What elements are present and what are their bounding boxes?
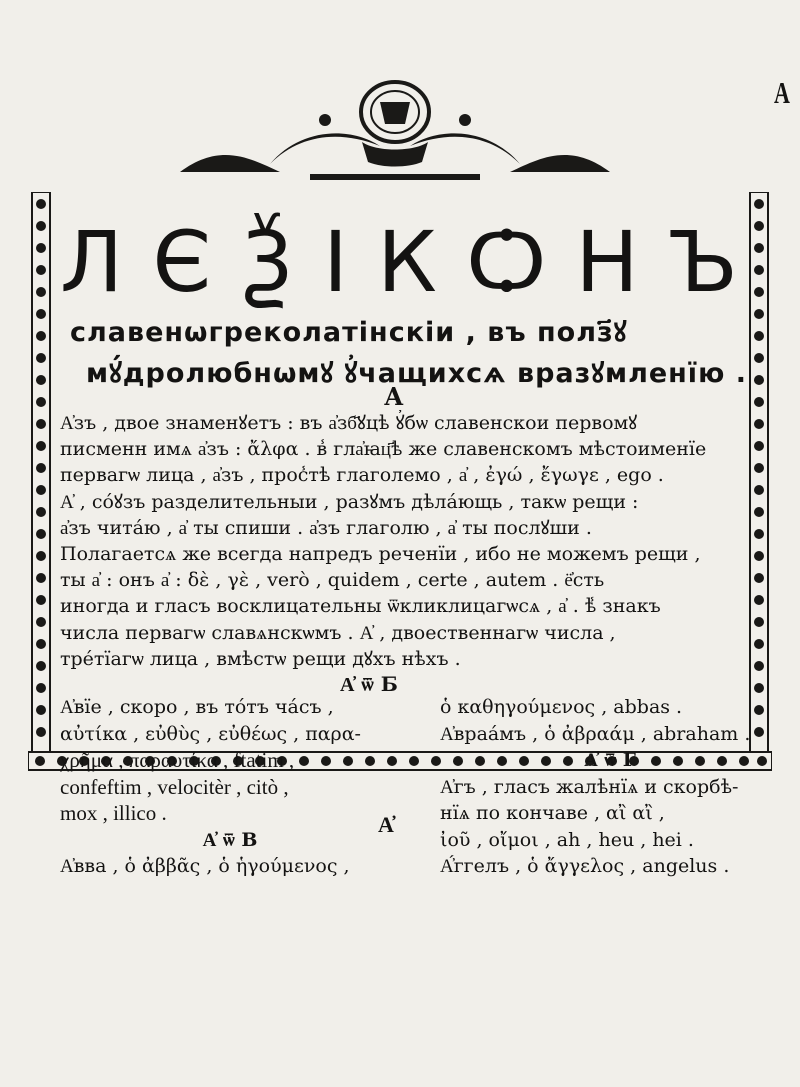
title-letter: Ѻ xyxy=(466,213,549,311)
text-line: χρῆμα , παραυτίκα , ftatim , xyxy=(60,748,295,772)
title-letter: Ъ xyxy=(668,213,740,311)
text-line: первагѡ лица , а҆зъ , прос̾тѣ глаголемо , а҆ , ἐγώ , ἔγωγε , ego . xyxy=(60,464,664,487)
text-line: ἰοῦ , οἴμοι , ah , heu , hei . xyxy=(440,828,694,851)
catchword: А҆ xyxy=(378,812,394,838)
text-line: mox , illico . xyxy=(60,801,167,825)
title-letter: Є xyxy=(152,213,214,311)
subtitle-line: славенѡгреколатінскіи , въ полз҃ꙋ xyxy=(70,317,628,348)
left-column xyxy=(60,694,400,880)
title-letter: К xyxy=(377,213,439,311)
text-line: тре́тїагѡ лица , вмѣстѡ рещи дꙋхъ нѣхъ . xyxy=(60,647,461,670)
title-letter: Л xyxy=(60,213,126,311)
text-line: А҆враа́мъ , ὁ ἀβραάμ , abraham . xyxy=(440,722,751,745)
right-column xyxy=(440,694,780,880)
text-line: иногда и гласъ восклицательны ѿкликлицагѡсѧ , а҆ . ѣ̾ знакъ xyxy=(60,595,661,618)
text-line: А҆гъ , гласъ жалѣнїѧ и скорбѣ- xyxy=(440,775,739,798)
entry-az-text xyxy=(60,410,750,672)
subtitle-line: мꙋ́дролюбнѡмꙋ ꙋ҆чащихсѧ вразꙋмленїю . xyxy=(86,358,747,389)
text-line: А҆ , со́ꙋзъ разделительныи , разꙋмъ дѣла́ющь , такѡ рещи : xyxy=(60,490,639,513)
text-line: confeftim , velocitèr , citò , xyxy=(60,774,289,799)
text-line: а҆зъ чита́ю , а҆ ты спиши . а҆зъ глаголю , а҆ ты послꙋши . xyxy=(60,516,592,539)
title-letter: Н xyxy=(575,213,641,311)
section-marker-a-g: А҆ ѿ Г xyxy=(584,749,636,771)
text-line: А҆вїе , скоро , въ то́тъ ча́съ , xyxy=(60,696,334,718)
text-line: αὐτίκα , εὐθὺς , εὐθέως , παρα- xyxy=(60,722,361,745)
right-ornamental-border xyxy=(748,192,770,752)
section-marker-a-b: А҆ ѿ Б xyxy=(340,672,398,696)
lexicon-title xyxy=(60,213,740,311)
text-line: А҆зъ , двое знаменꙋетъ : въ а҆зб҃ꙋцѣ ꙋ҆бѡ славенскои первомꙋ xyxy=(60,412,638,434)
title-letter: Ѯ xyxy=(240,213,296,311)
text-line: А҆вва , ὁ ἀββᾶς , ὁ ἡγούμενος , xyxy=(60,855,350,877)
ornamental-headpiece xyxy=(150,72,640,184)
text-line: ты а҆ : онъ а҆ : δὲ , γὲ , verò , quidem , certe , autem . ё҆сть xyxy=(60,569,605,592)
text-line: писменн имѧ а҆зъ : ἄλφα . в̾ гла҆ꙗц҃ѣ же славенскомъ мѣстоименїе xyxy=(60,438,707,461)
text-line: нїѧ по кончаве , αἲ αἲ , xyxy=(440,802,665,824)
title-letter: І xyxy=(323,213,350,311)
text-line: Полагаетсѧ же всегда напредъ реченїи , ибо не можемъ рещи , xyxy=(60,542,701,565)
text-line: А҆́ггелъ , ὁ ἄγγελος , angelus . xyxy=(440,855,730,877)
page-signature-mark: А xyxy=(774,74,790,110)
section-letter: А xyxy=(384,382,404,411)
section-marker-a-v: А҆ ѿ В xyxy=(202,828,258,851)
text-line: числа первагѡ славѧнскѡмъ . А҆ , двоественнагѡ числа , xyxy=(60,621,616,644)
left-ornamental-border xyxy=(30,192,52,752)
text-line: ὁ καθηγούμενος , abbas . xyxy=(440,696,683,718)
